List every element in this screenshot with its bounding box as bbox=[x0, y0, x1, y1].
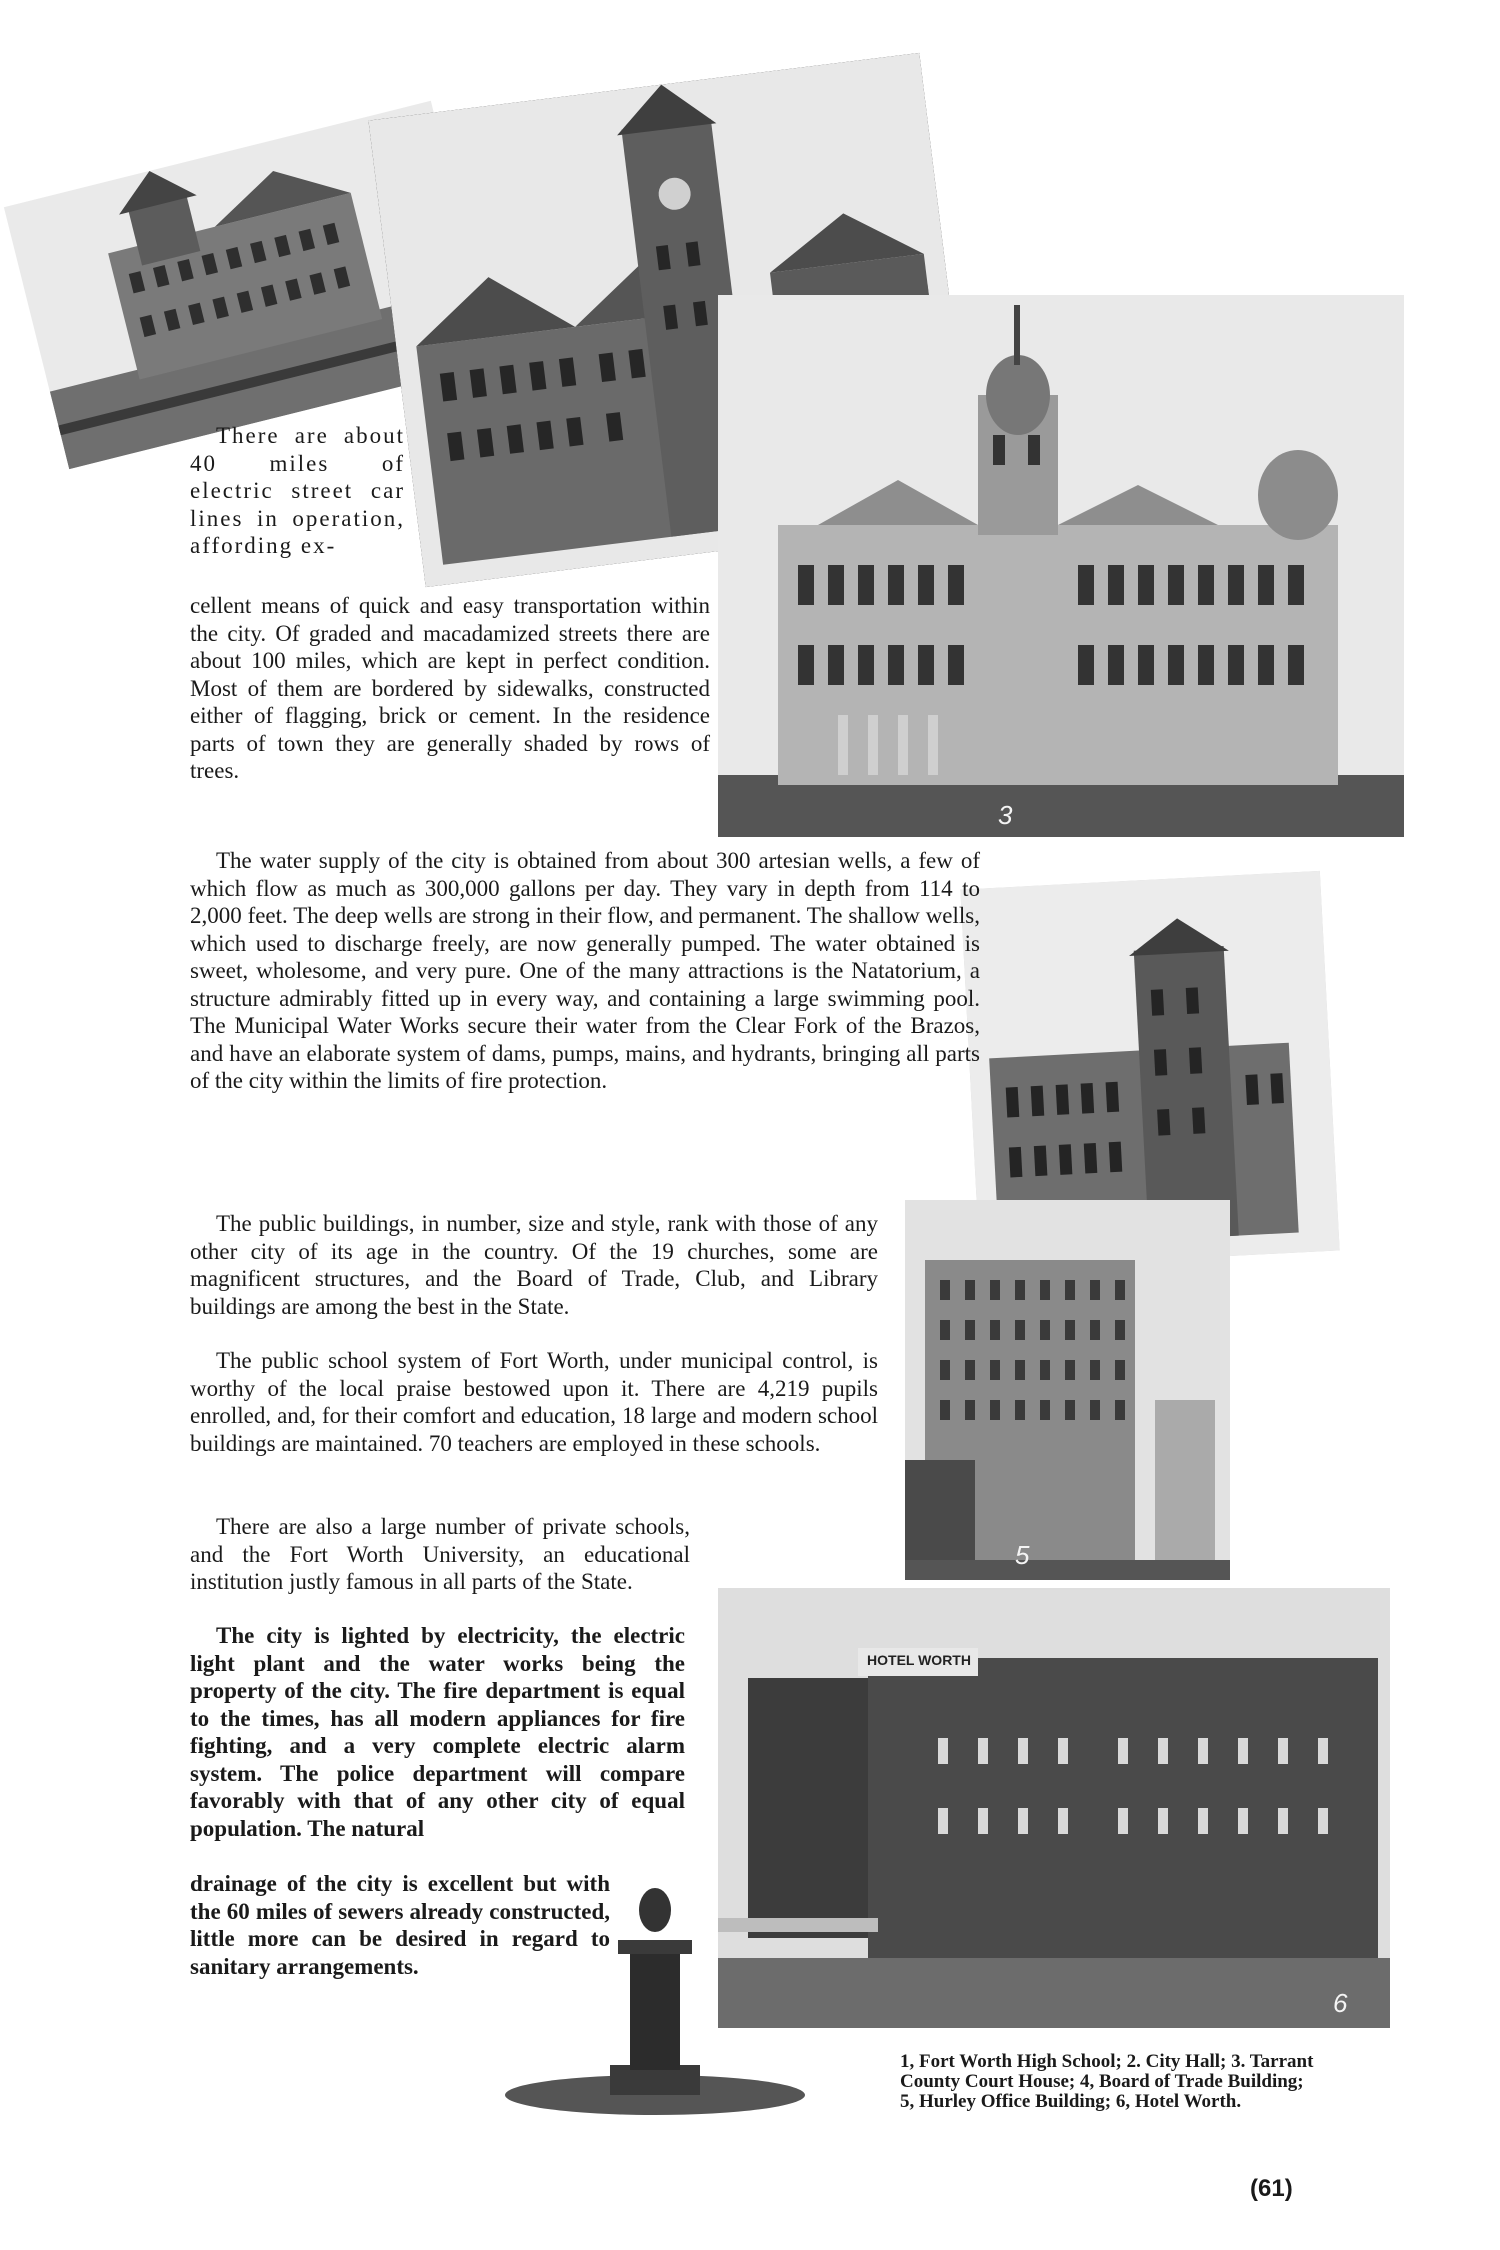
paragraph-public-schools: The public school system of Fort Worth, under municipal control, is worthy of the local praise bestowed upon it. There are 4,219 pupils enrolled, and, for their comfort and education, 18 large and modern school buildings are maintained. 70 teachers are employed in these schools. bbox=[190, 1348, 878, 1456]
paragraph-drainage: drainage of the city is excellent but with the 60 miles of sewers already constructed, little more can be desired in regard to sanitary arrangements. bbox=[190, 1871, 610, 1979]
paragraph-water-supply: The water supply of the city is obtained from about 300 artesian wells, a few of which flow as much as 300,000 gallons per day. They vary in depth from 114 to 2,000 feet. The deep wells are strong in their flow, and permanent. The shallow wells, which used to discharge freely, are now generally pumped. The water obtained is sweet, wholesome, and very pure. One of the many attractions is the Natatorium, a structure admirably fitted up in every way, and containing a large swimming pool. The Municipal Water Works secure their water from the Clear Fork of the Brazos, and have an elaborate system of dams, pumps, mains, and hydrants, bringing all parts of the city within the limits of fire protection. bbox=[190, 848, 980, 1093]
paragraph-streets: cellent means of quick and easy transportation within the city. Of graded and macadamized streets there are about 100 miles, which are kept in perfect condition. Most of them are bordered by sidewalks, constructed either of flagging, brick or cement. In the residence parts of town they are generally shaded by rows of trees. bbox=[190, 593, 710, 783]
photo-number: 6 bbox=[1333, 1988, 1348, 2018]
photo-number: 5 bbox=[1015, 1540, 1030, 1570]
page-number: (61) bbox=[1250, 2175, 1293, 2202]
paragraph-utilities: The city is lighted by electricity, the electric light plant and the water works being the property of the city. The fire department is equal to the times, has all modern appliances for fire fighting, and a very complete electric alarm system. The police department will compare favorably with that of any other city of equal population. The natural bbox=[190, 1623, 685, 1841]
hurley-office-building-photo bbox=[905, 1200, 1230, 1580]
paragraph-private-schools: There are also a large number of private schools, and the Fort Worth University, an educational institution justly famous in all parts of the State. bbox=[190, 1514, 690, 1594]
hotel-worth-sign: HOTEL WORTH bbox=[867, 1652, 971, 1668]
photo-caption: 1, Fort Worth High School; 2. City Hall; 3. Tarrant County Court House; 4, Board of Trade Building; 5, Hurley Office Building; 6, Hotel Worth. bbox=[900, 2051, 1314, 2112]
paragraph-public-buildings: The public buildings, in number, size and style, rank with those of any other city of its age in the country. Of the 19 churches, some are magnificent structures, and the Board of Trade, Club, and Library buildings are among the best in the State. bbox=[190, 1211, 878, 1319]
photo-number: 3 bbox=[998, 800, 1013, 830]
hotel-worth-photo bbox=[718, 1588, 1390, 2028]
tarrant-county-court-house-photo bbox=[718, 295, 1404, 837]
paragraph-lead: There are about 40 miles of electric street car lines in operation, affording ex- bbox=[190, 423, 405, 558]
